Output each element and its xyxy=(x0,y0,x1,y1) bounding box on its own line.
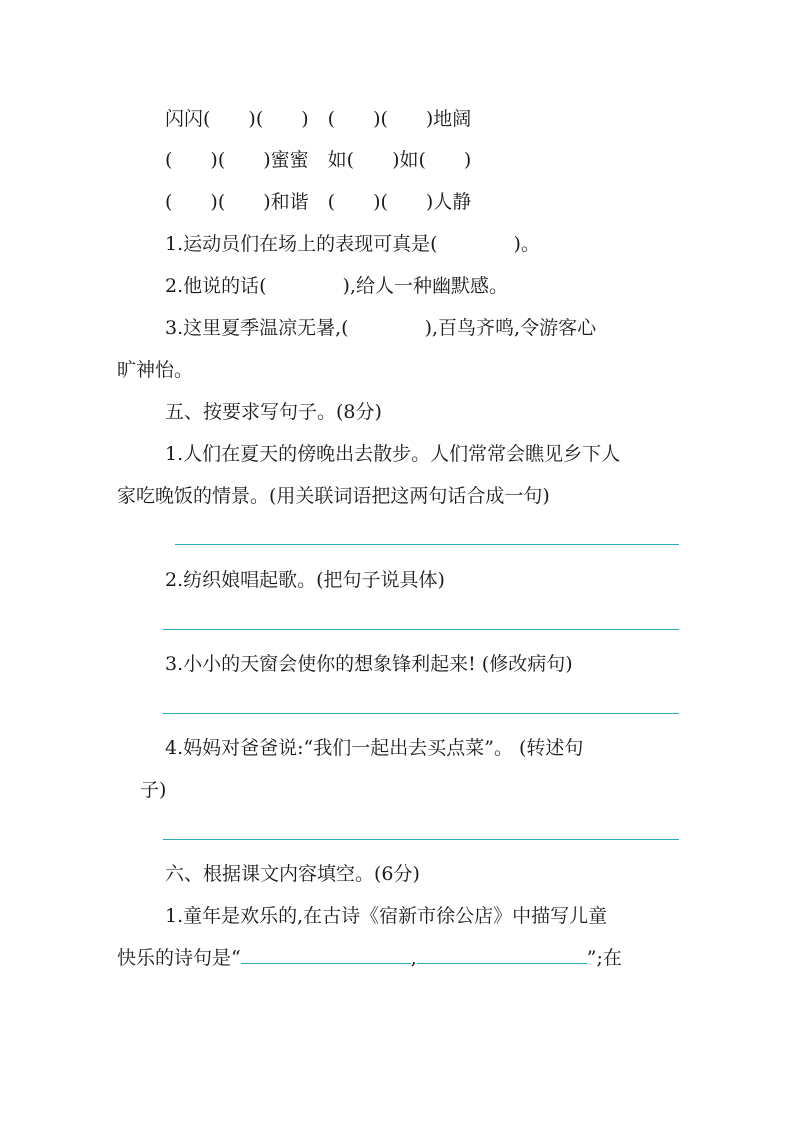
section-6-heading: 六、根据课文内容填空。(6分) xyxy=(165,863,420,885)
idiom-row-2: ( )( )蜜蜜 如( )如( ) xyxy=(165,149,472,171)
idiom-row-3: ( )( )和谐 ( )( )人静 xyxy=(165,191,472,213)
poem-prompt-prefix: 快乐的诗句是“ xyxy=(117,947,241,969)
section-5-heading: 五、按要求写句子。(8分) xyxy=(165,401,382,423)
answer-line-q1[interactable] xyxy=(175,544,679,545)
section-5-q3: 3.小小的天窗会使你的想象锋利起来! (修改病句) xyxy=(165,653,573,675)
section-5-q2: 2.纺织娘唱起歌。(把句子说具体) xyxy=(165,569,445,591)
idiom-row-1: 闪闪( )( ) ( )( )地阔 xyxy=(165,108,472,130)
fill-sentence-3-line-2: 旷神怡。 xyxy=(117,359,194,381)
poem-separator: , xyxy=(410,947,417,969)
section-5-q4-line-2: 子) xyxy=(140,779,167,801)
section-6-q1-line-2 xyxy=(117,945,622,971)
section-5-q1-line-2: 家吃晚饭的情景。(用关联词语把这两句话合成一句) xyxy=(117,485,550,507)
fill-sentence-1: 1.运动员们在场上的表现可真是( )。 xyxy=(165,233,540,255)
poem-blank-1[interactable] xyxy=(241,945,411,964)
poem-prompt-suffix: ”;在 xyxy=(586,947,622,969)
fill-sentence-3-line-1: 3.这里夏季温凉无暑,( ),百鸟齐鸣,令游客心 xyxy=(165,317,597,339)
answer-line-q2[interactable] xyxy=(163,629,679,630)
poem-blank-2[interactable] xyxy=(417,945,587,964)
fill-sentence-2: 2.他说的话( ),给人一种幽默感。 xyxy=(165,275,508,297)
section-6-q1-line-1: 1.童年是欢乐的,在古诗《宿新市徐公店》中描写儿童 xyxy=(165,905,608,927)
section-5-q1-line-1: 1.人们在夏天的傍晚出去散步。人们常常会瞧见乡下人 xyxy=(165,443,621,465)
section-5-q4-line-1: 4.妈妈对爸爸说:“我们一起出去买点菜”。 (转述句 xyxy=(165,737,584,759)
answer-line-q3[interactable] xyxy=(163,713,679,714)
answer-line-q4[interactable] xyxy=(163,839,679,840)
